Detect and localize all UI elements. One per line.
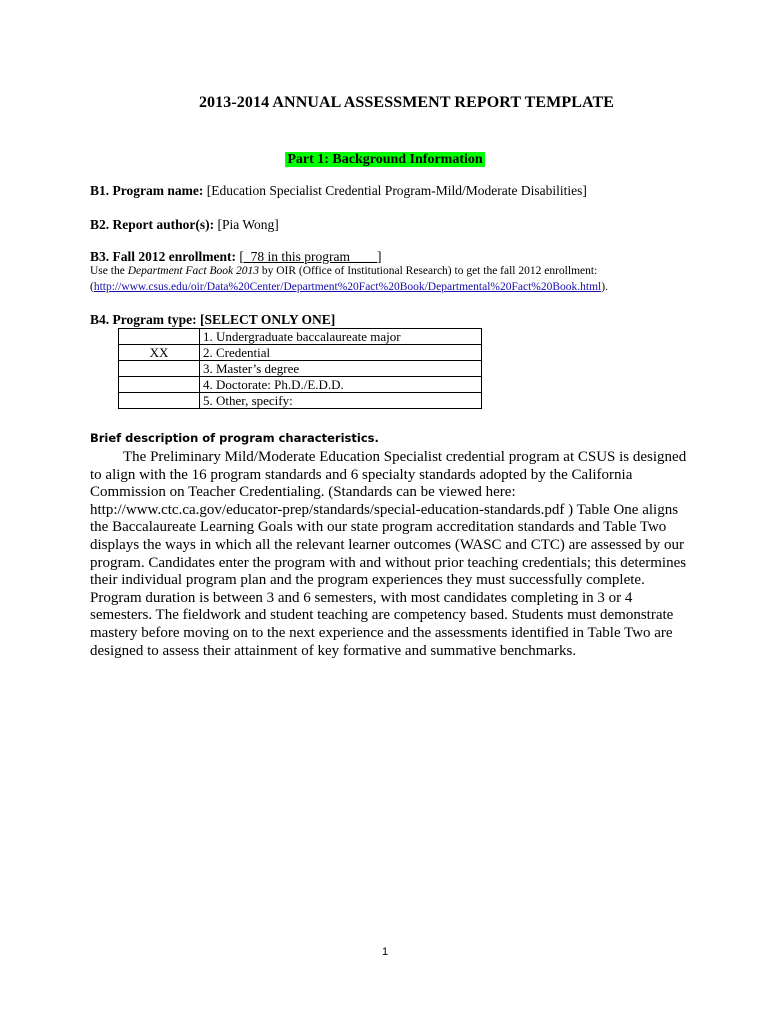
brief-description-paragraph: The Preliminary Mild/Moderate Education Specialist credential program at CSUS is designed to align with the 16 program standards and 6 specialty standards adopted by the California Commission on Teacher Credentialing. (Standards can be viewed here: http://www.ctc.ca.gov/educator-prep/standards/special-education-standards.pdf ) Table One aligns the Baccalaureate Learning Goals with our state program accreditation standards and Table Two displays the ways in which all the relevant learner outcomes (WASC and CTC) are assessed by our program. Candidates enter the program with and without prior teaching credentials; this determines their individual program plan and the program experiences they must successfully complete. Program duration is between 3 and 6 semesters, with most candidates completing in 3 or 4 semesters. The fieldwork and student teaching are competency based. Students must demonstrate mastery before moving on to the next experience and the assessments identified in Table Two are designed to assess their attainment of key formative and summative benchmarks. bbox=[90, 449, 687, 659]
program-type-mark bbox=[119, 377, 200, 393]
b3-link-close: ). bbox=[601, 281, 608, 293]
b3-link-line bbox=[90, 281, 608, 293]
program-type-option: 2. Credential bbox=[200, 345, 482, 361]
b2-value: [Pia Wong] bbox=[214, 217, 279, 232]
table-row bbox=[119, 377, 482, 393]
table-row bbox=[119, 393, 482, 409]
program-type-table bbox=[118, 328, 482, 409]
table-row bbox=[119, 329, 482, 345]
b3-value: _78 in this program____ bbox=[243, 249, 377, 264]
program-type-mark bbox=[119, 361, 200, 377]
b3-value-open: [ bbox=[236, 249, 244, 264]
b2-label: B2. Report author(s): bbox=[90, 217, 215, 232]
b3-enrollment bbox=[90, 249, 382, 265]
b3-note bbox=[90, 265, 597, 277]
program-type-option: 5. Other, specify: bbox=[200, 393, 482, 409]
program-type-option: 1. Undergraduate baccalaureate major bbox=[200, 329, 482, 345]
b4-label: B4. Program type: [SELECT ONLY ONE] bbox=[90, 312, 336, 327]
b2-report-authors bbox=[90, 217, 279, 233]
document-title: 2013-2014 ANNUAL ASSESSMENT REPORT TEMPLATE bbox=[198, 94, 615, 111]
part-heading bbox=[0, 150, 770, 168]
brief-description-heading: Brief description of program characteristics. bbox=[90, 431, 379, 445]
program-type-option: 4. Doctorate: Ph.D./E.D.D. bbox=[200, 377, 482, 393]
program-type-option: 3. Master’s degree bbox=[200, 361, 482, 377]
program-type-mark bbox=[119, 329, 200, 345]
b3-label: B3. Fall 2012 enrollment: bbox=[90, 249, 236, 264]
fact-book-link[interactable]: http://www.csus.edu/oir/Data%20Center/Department%20Fact%20Book/Departmental%20Fact%20Book.html bbox=[93, 281, 602, 293]
table-row bbox=[119, 361, 482, 377]
b1-value: [Education Specialist Credential Program-Mild/Moderate Disabilities] bbox=[203, 183, 587, 198]
b1-program-name bbox=[90, 183, 587, 199]
b1-label: B1. Program name: bbox=[90, 183, 204, 198]
b3-note-prefix: Use the bbox=[90, 265, 128, 277]
program-type-mark: XX bbox=[119, 345, 200, 361]
b3-link-open: ( bbox=[90, 281, 94, 293]
page-number: 1 bbox=[381, 946, 389, 958]
b3-value-close: ] bbox=[377, 249, 382, 264]
table-row bbox=[119, 345, 482, 361]
program-type-mark bbox=[119, 393, 200, 409]
part-heading-text: Part 1: Background Information bbox=[287, 152, 483, 167]
b3-note-suffix: by OIR (Office of Institutional Research) to get the fall 2012 enrollment: bbox=[258, 265, 598, 277]
b3-note-italic: Department Fact Book 2013 bbox=[127, 265, 259, 277]
